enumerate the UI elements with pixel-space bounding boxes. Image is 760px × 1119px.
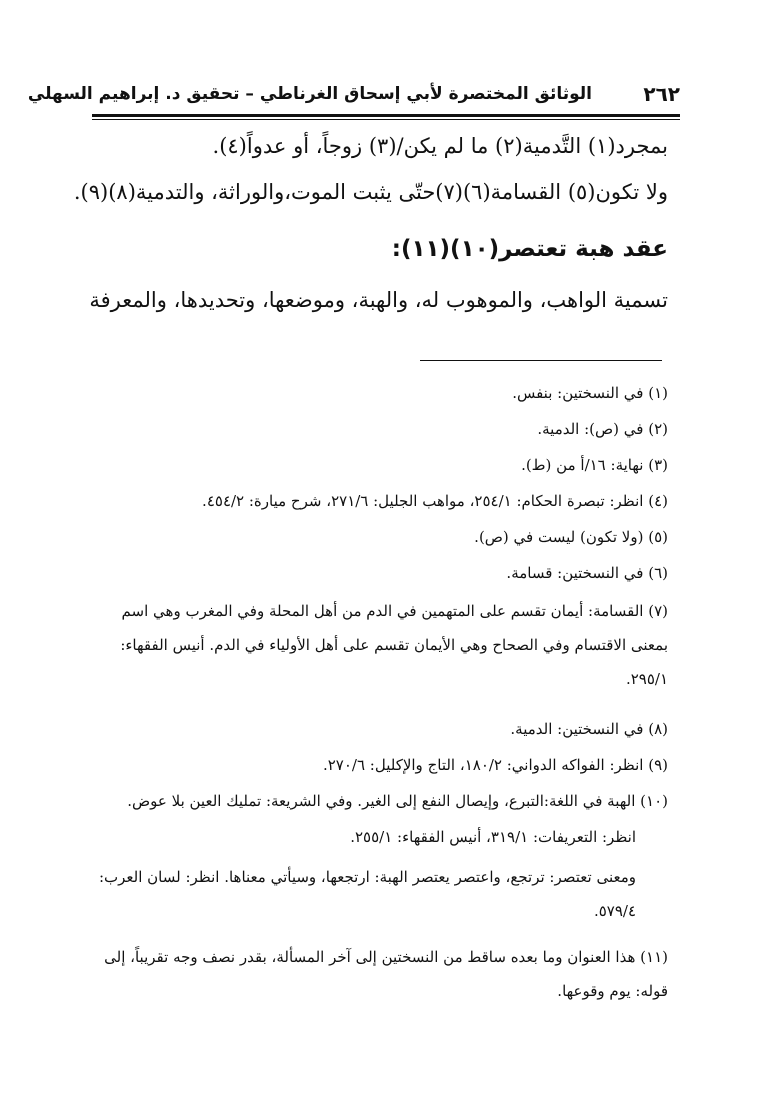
header-title: الوثائق المختصرة لأبي إسحاق الغرناطي – تحقيق د. إبراهيم السهلي xyxy=(27,84,592,104)
footnote-4: (٤) انظر: تبصرة الحكام: ٢٥٤/١، مواهب الجليل: ٢٧١/٦، شرح ميارة: ٤٥٤/٢. xyxy=(202,492,668,510)
footnote-8: (٨) في النسختين: الدمية. xyxy=(510,720,668,738)
footnote-separator xyxy=(420,360,662,361)
footnote-10-note: ومعنى تعتصر: ترتجع، واعتصر يعتصر الهبة: ارتجعها، وسيأتي معناها. انظر: لسان العرب: ٥٧٩/٤. xyxy=(98,868,636,920)
running-header xyxy=(27,78,680,112)
footnote-11: (١١) هذا العنوان وما بعده ساقط من النسختين إلى آخر المسألة، بقدر نصف وجه تقريباً، إلى قوله: يوم وقوعها. xyxy=(104,948,668,1000)
body-line-1: بمجرد(١) التَّدمية(٢) ما لم يكن/(٣) زوجاً، أو عدواً(٤). xyxy=(212,134,668,158)
footnote-10-reference: انظر: التعريفات: ٣١٩/١، أنيس الفقهاء: ٢٥٥/١. xyxy=(350,828,636,846)
footnote-3: (٣) نهاية: ١٦/أ من (ط). xyxy=(521,456,668,474)
footnote-5: (٥) (ولا تكون) ليست في (ص). xyxy=(474,528,668,546)
footnote-10: (١٠) الهبة في اللغة:التبرع، وإيصال النفع إلى الغير. وفي الشريعة: تمليك العين بلا عوض. xyxy=(127,792,668,810)
footnote-9: (٩) انظر: الفواكه الدواني: ١٨٠/٢، التاج والإكليل: ٢٧٠/٦. xyxy=(322,756,668,774)
header-rule-thin xyxy=(92,119,680,120)
footnote-7: (٧) القسامة: أيمان تقسم على المتهمين في الدم من أهل المحلة وفي المغرب وهي اسم بمعنى الاقتسام وفي الصحاح وهي الأيمان تقسم على أهل الأولياء في الدم. أنيس الفقهاء: ٢٩٥/١. xyxy=(120,602,668,688)
body-line-2: ولا تكون(٥) القسامة(٦)(٧)حتّى يثبت الموت،والوراثة، والتدمية(٨)(٩). xyxy=(73,180,668,204)
footnote-1: (١) في النسختين: بنفس. xyxy=(512,384,668,402)
section-heading: عقد هبة تعتصر(١٠)(١١): xyxy=(391,236,668,262)
header-rule-thick xyxy=(92,114,680,117)
body-line-3: تسمية الواهب، والموهوب له، والهبة، وموضعها، وتحديدها، والمعرفة xyxy=(89,288,668,312)
footnote-2: (٢) في (ص): الدمية. xyxy=(537,420,668,438)
footnote-6: (٦) في النسختين: قسامة. xyxy=(506,564,668,582)
page-number: ٢٦٢ xyxy=(643,82,680,106)
